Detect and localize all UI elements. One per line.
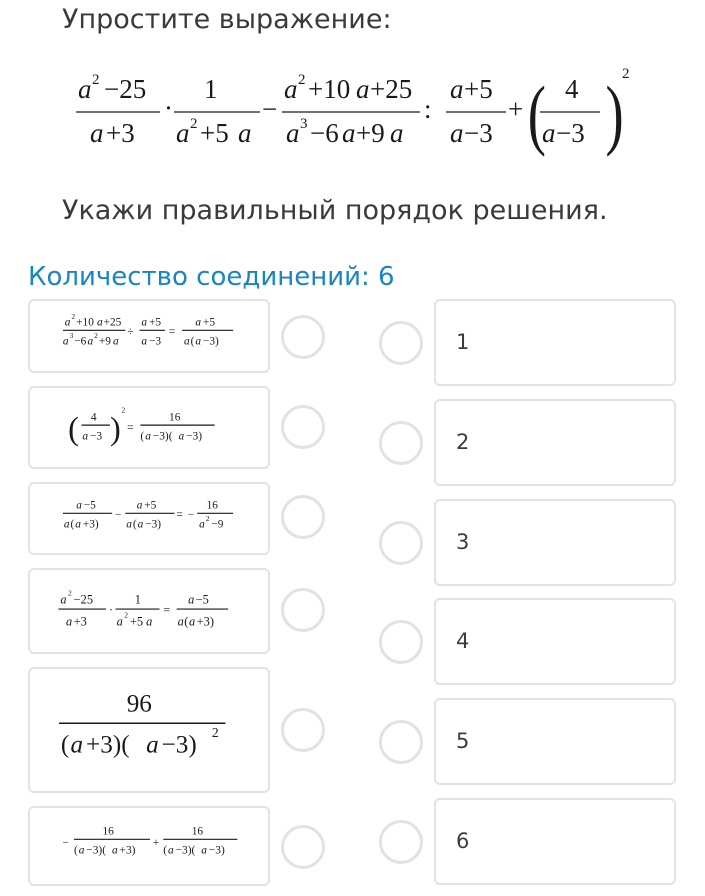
svg-text:1: 1 bbox=[204, 74, 218, 104]
svg-text:2: 2 bbox=[205, 513, 210, 523]
svg-text:=: = bbox=[176, 509, 183, 522]
svg-text:a: a bbox=[199, 518, 205, 531]
answer-card-6[interactable] bbox=[434, 798, 676, 885]
svg-text:a: a bbox=[145, 430, 151, 443]
svg-text:a: a bbox=[60, 592, 67, 607]
svg-text:(: ( bbox=[184, 614, 189, 629]
right-connector-4[interactable] bbox=[379, 620, 423, 664]
svg-text:−3): −3) bbox=[161, 731, 197, 759]
svg-text:a: a bbox=[184, 335, 190, 348]
step-card-5[interactable] bbox=[28, 667, 270, 793]
formula-image-6 bbox=[30, 808, 268, 884]
svg-text:2: 2 bbox=[211, 724, 219, 740]
formula-image-2 bbox=[30, 388, 268, 467]
svg-text:−5: −5 bbox=[83, 499, 96, 512]
svg-text:16: 16 bbox=[191, 825, 204, 838]
svg-text:+3: +3 bbox=[106, 118, 135, 148]
svg-text:−: − bbox=[187, 509, 195, 522]
svg-text:a: a bbox=[78, 74, 92, 104]
svg-text:96: 96 bbox=[126, 690, 152, 718]
svg-text:a: a bbox=[63, 518, 70, 531]
answer-card-1[interactable] bbox=[434, 299, 676, 386]
svg-text:−3: −3 bbox=[556, 118, 585, 148]
connections-count: Количество соединений: 6 bbox=[28, 262, 395, 292]
svg-text:÷: ÷ bbox=[127, 326, 134, 339]
svg-text:−3): −3) bbox=[208, 844, 225, 857]
svg-text:a: a bbox=[168, 844, 174, 857]
svg-text:): ) bbox=[605, 70, 624, 157]
left-connector-5[interactable] bbox=[281, 708, 325, 752]
svg-text:a: a bbox=[188, 592, 195, 607]
svg-text:a: a bbox=[76, 499, 82, 512]
svg-text:(: ( bbox=[140, 430, 145, 443]
svg-text:−3): −3) bbox=[145, 518, 162, 531]
svg-text:2: 2 bbox=[622, 66, 630, 82]
svg-text:a: a bbox=[286, 118, 300, 148]
svg-text:−25: −25 bbox=[73, 592, 94, 607]
svg-text:a: a bbox=[177, 614, 184, 629]
svg-text:): ) bbox=[109, 410, 121, 447]
svg-text:a: a bbox=[450, 74, 464, 104]
svg-text:(: ( bbox=[190, 335, 195, 348]
svg-text:a: a bbox=[146, 614, 153, 629]
svg-text:+3)(: +3)( bbox=[86, 731, 130, 759]
svg-text:+10: +10 bbox=[76, 316, 94, 329]
svg-text:·: · bbox=[164, 93, 173, 123]
answer-label: 3 bbox=[456, 530, 470, 554]
svg-text:a: a bbox=[136, 499, 143, 512]
svg-text:(: ( bbox=[68, 410, 79, 447]
svg-text:a: a bbox=[137, 518, 144, 531]
right-connector-2[interactable] bbox=[379, 421, 423, 465]
question-title: Упростите выражение: bbox=[62, 4, 392, 35]
svg-text:+9: +9 bbox=[356, 118, 385, 148]
answer-card-3[interactable] bbox=[434, 499, 676, 586]
answer-label: 5 bbox=[456, 729, 470, 753]
svg-text:2: 2 bbox=[71, 311, 76, 321]
svg-text:a: a bbox=[75, 518, 81, 531]
svg-text:a: a bbox=[201, 844, 207, 857]
right-connector-6[interactable] bbox=[379, 820, 423, 864]
svg-text:2: 2 bbox=[121, 405, 126, 415]
svg-text:+5: +5 bbox=[200, 118, 229, 148]
svg-text:a: a bbox=[284, 74, 298, 104]
formula-image-4 bbox=[30, 570, 268, 652]
svg-text:3: 3 bbox=[300, 116, 308, 132]
svg-text:+3): +3) bbox=[82, 518, 99, 531]
svg-text:+: + bbox=[508, 94, 524, 124]
svg-text:−5: −5 bbox=[195, 592, 209, 607]
svg-text:−: − bbox=[114, 509, 122, 522]
svg-text:a: a bbox=[126, 518, 132, 531]
svg-text:16: 16 bbox=[206, 499, 218, 512]
svg-text:(: ( bbox=[70, 518, 75, 531]
step-card-6[interactable] bbox=[28, 806, 270, 886]
svg-text:(: ( bbox=[527, 70, 546, 157]
svg-text:(: ( bbox=[73, 844, 78, 857]
left-connector-1[interactable] bbox=[281, 315, 325, 359]
svg-text:−3: −3 bbox=[89, 430, 103, 443]
svg-text:(: ( bbox=[132, 518, 137, 531]
svg-text:−25: −25 bbox=[104, 74, 147, 104]
svg-text:−: − bbox=[62, 837, 69, 849]
svg-text:+5: +5 bbox=[129, 614, 144, 629]
svg-text:+5: +5 bbox=[202, 316, 215, 329]
svg-text:a: a bbox=[542, 118, 556, 148]
step-card-1[interactable] bbox=[28, 299, 270, 373]
answer-label: 1 bbox=[456, 330, 470, 354]
svg-text:2: 2 bbox=[67, 588, 72, 598]
svg-text:+25: +25 bbox=[103, 316, 122, 329]
svg-text:a: a bbox=[141, 316, 148, 329]
svg-text:a: a bbox=[62, 335, 69, 348]
formula-image-3 bbox=[30, 484, 268, 553]
right-connector-1[interactable] bbox=[379, 321, 423, 365]
svg-text:=: = bbox=[163, 602, 171, 617]
svg-text:a: a bbox=[111, 844, 118, 857]
formula-image-5 bbox=[30, 669, 268, 791]
svg-text:+25: +25 bbox=[370, 74, 413, 104]
instruction-text: Укажи правильный порядок решения. bbox=[62, 195, 608, 226]
main-expression-image bbox=[70, 62, 670, 157]
svg-text:a: a bbox=[189, 614, 196, 629]
svg-text:4: 4 bbox=[565, 74, 579, 104]
svg-text:−3)(: −3)( bbox=[152, 430, 173, 443]
formula-image-1 bbox=[30, 301, 268, 371]
svg-text:a: a bbox=[141, 335, 148, 348]
svg-text:a: a bbox=[195, 316, 202, 329]
svg-text::: : bbox=[424, 94, 432, 124]
svg-text:a: a bbox=[78, 844, 85, 857]
svg-text:+3: +3 bbox=[73, 614, 87, 629]
svg-text:a: a bbox=[82, 430, 89, 443]
svg-text:2: 2 bbox=[94, 330, 98, 340]
step-card-2[interactable] bbox=[28, 386, 270, 469]
svg-text:a: a bbox=[450, 118, 464, 148]
svg-text:−: − bbox=[262, 94, 278, 124]
svg-text:1: 1 bbox=[134, 592, 141, 607]
svg-text:a: a bbox=[66, 614, 73, 629]
svg-text:−3)(: −3)( bbox=[86, 844, 107, 857]
step-card-4[interactable] bbox=[28, 568, 270, 654]
svg-text:+10: +10 bbox=[308, 74, 351, 104]
svg-text:+5: +5 bbox=[144, 499, 157, 512]
svg-text:−3): −3) bbox=[186, 430, 203, 443]
svg-text:+5: +5 bbox=[149, 316, 162, 329]
svg-text:−3): −3) bbox=[202, 335, 219, 348]
svg-text:·: · bbox=[108, 602, 114, 617]
svg-text:a: a bbox=[195, 335, 202, 348]
svg-text:=: = bbox=[127, 421, 134, 434]
svg-text:a: a bbox=[176, 118, 190, 148]
svg-text:a: a bbox=[87, 335, 94, 348]
svg-text:−9: −9 bbox=[211, 518, 224, 531]
svg-text:+5: +5 bbox=[464, 74, 493, 104]
right-connector-5[interactable] bbox=[379, 720, 423, 764]
answer-card-2[interactable] bbox=[434, 399, 676, 486]
svg-text:2: 2 bbox=[190, 116, 198, 132]
answer-label: 2 bbox=[456, 430, 470, 454]
svg-text:a: a bbox=[113, 335, 119, 348]
svg-text:+: + bbox=[152, 837, 160, 849]
svg-text:a: a bbox=[342, 118, 356, 148]
svg-text:+3): +3) bbox=[196, 614, 214, 629]
svg-text:16: 16 bbox=[168, 411, 181, 424]
svg-text:−3: −3 bbox=[464, 118, 493, 148]
answer-label: 4 bbox=[456, 629, 470, 653]
svg-text:a: a bbox=[390, 118, 404, 148]
svg-text:2: 2 bbox=[124, 610, 129, 620]
left-connector-4[interactable] bbox=[281, 588, 325, 632]
svg-text:+3): +3) bbox=[119, 844, 136, 857]
svg-text:2: 2 bbox=[298, 72, 306, 88]
svg-text:3: 3 bbox=[69, 330, 74, 340]
svg-text:(: ( bbox=[163, 844, 168, 857]
right-connector-3[interactable] bbox=[379, 521, 423, 565]
svg-text:a: a bbox=[238, 118, 252, 148]
svg-text:=: = bbox=[168, 326, 176, 339]
svg-text:a: a bbox=[116, 614, 123, 629]
svg-text:a: a bbox=[90, 118, 104, 148]
svg-text:16: 16 bbox=[102, 825, 114, 838]
svg-text:2: 2 bbox=[92, 72, 100, 88]
svg-text:−3)(: −3)( bbox=[175, 844, 196, 857]
svg-text:4: 4 bbox=[90, 411, 97, 424]
step-card-3[interactable] bbox=[28, 482, 270, 555]
answer-card-5[interactable] bbox=[434, 698, 676, 785]
left-connector-2[interactable] bbox=[281, 405, 325, 449]
answer-label: 6 bbox=[456, 829, 470, 853]
svg-text:(: ( bbox=[60, 731, 70, 759]
svg-text:−3: −3 bbox=[149, 335, 162, 348]
svg-text:a: a bbox=[356, 74, 370, 104]
answer-card-4[interactable] bbox=[434, 598, 676, 685]
svg-text:a: a bbox=[178, 430, 185, 443]
svg-text:a: a bbox=[96, 316, 103, 329]
svg-text:−6: −6 bbox=[74, 335, 87, 348]
svg-text:a: a bbox=[70, 731, 84, 759]
left-connector-3[interactable] bbox=[281, 495, 325, 539]
svg-text:a: a bbox=[146, 731, 159, 759]
svg-text:−6: −6 bbox=[310, 118, 339, 148]
left-connector-6[interactable] bbox=[281, 825, 325, 869]
svg-text:+9: +9 bbox=[98, 335, 111, 348]
svg-text:a: a bbox=[64, 316, 71, 329]
